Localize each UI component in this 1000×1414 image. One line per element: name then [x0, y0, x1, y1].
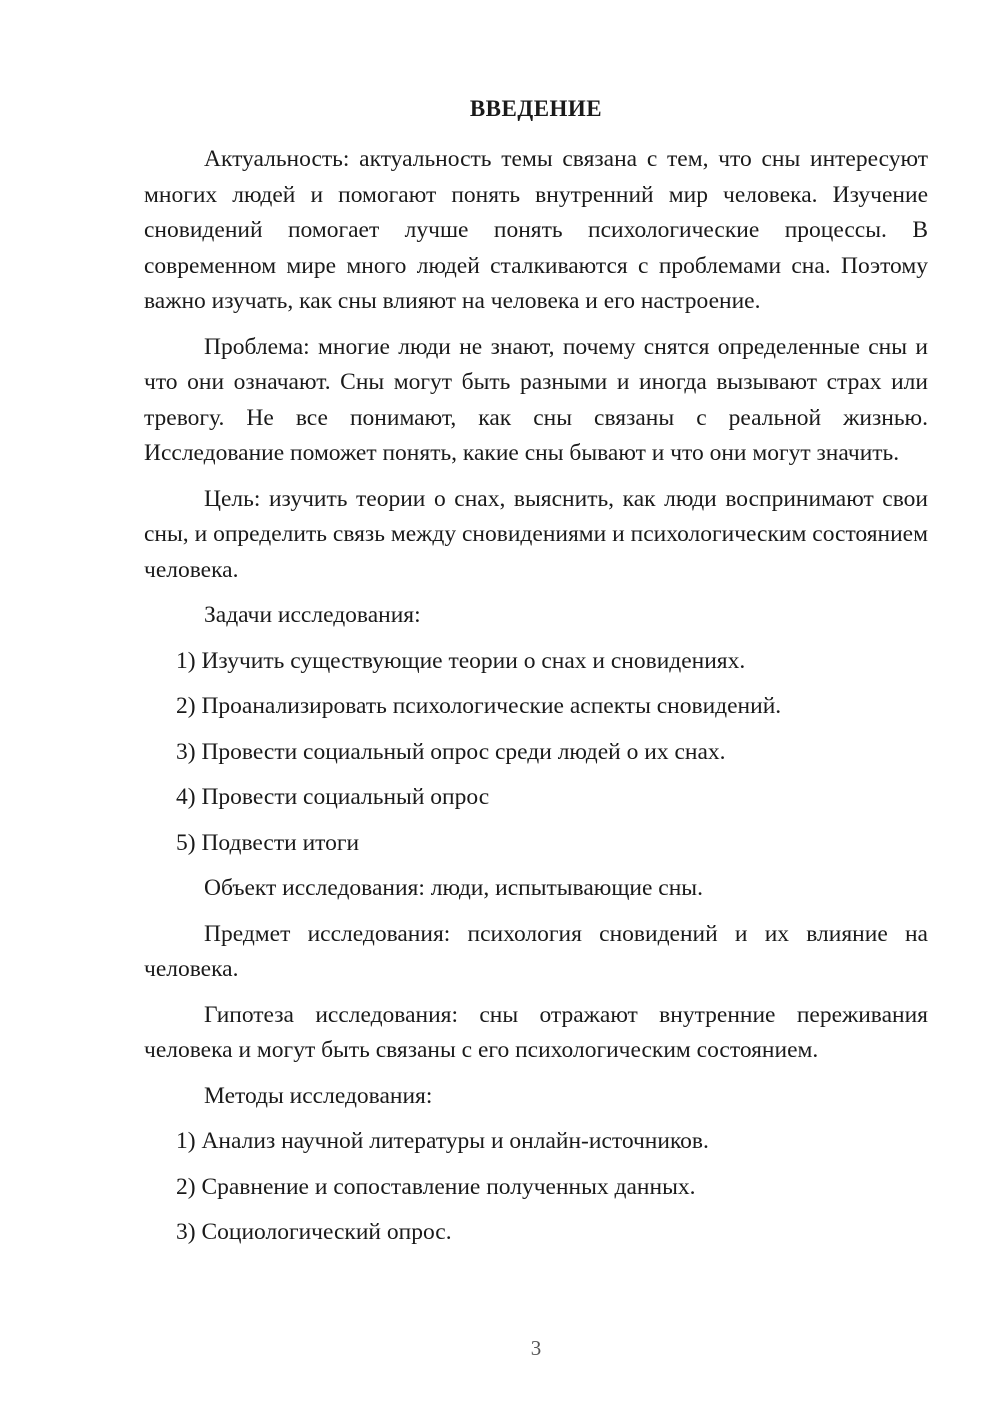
tasks-heading: Задачи исследования: [204, 602, 421, 628]
document-body [144, 142, 928, 1261]
task-item: 2) Проанализировать психологические аспекты сновидений. [176, 693, 782, 719]
object-paragraph: Объект исследования: люди, испытывающие сны. [204, 875, 703, 901]
subject-paragraph: Предмет исследования: психология сновидений и их влияние на человека. [144, 920, 928, 982]
method-item: 3) Социологический опрос. [176, 1219, 452, 1245]
page-number: 3 [530, 1336, 542, 1360]
relevance-paragraph: Актуальность: актуальность темы связана с тем, что сны интересуют многих людей и помогают понять внутренний мир человека. Изучение сновидений помогает лучше понять психологические процессы. В современном мире много людей сталкиваются с проблемами сна. Поэтому важно изучать, как сны влияют на человека и его настроение. [144, 146, 928, 314]
page-title: ВВЕДЕНИЕ [469, 96, 603, 121]
methods-heading: Методы исследования: [204, 1082, 433, 1109]
task-item: 5) Подвести итоги [176, 829, 360, 856]
problem-paragraph: Проблема: многие люди не знают, почему снятся определенные сны и что они означают. Сны могут быть разными и иногда вызывают страх или тревогу. Не все понимают, как сны связаны с реальной жизнью. Исследование поможет понять, какие сны бывают и что они могут значить. [144, 333, 928, 466]
methods-list [144, 1124, 928, 1251]
tasks-list [144, 644, 928, 862]
method-item: 1) Анализ научной литературы и онлайн-источников. [176, 1128, 709, 1154]
method-item: 2) Сравнение и сопоставление полученных данных. [176, 1173, 696, 1200]
task-item: 4) Провести социальный опрос [176, 784, 490, 810]
task-item: 1) Изучить существующие теории о снах и сновидениях. [176, 647, 746, 674]
hypothesis-paragraph: Гипотеза исследования: сны отражают внутренние переживания человека и могут быть связаны с его психологическим состоянием. [144, 1001, 928, 1063]
goal-paragraph: Цель: изучить теории о снах, выяснить, как люди воспринимают свои сны, и определить связь между сновидениями и психологическим состоянием человека. [144, 485, 928, 583]
task-item: 3) Провести социальный опрос среди людей о их снах. [176, 738, 726, 765]
